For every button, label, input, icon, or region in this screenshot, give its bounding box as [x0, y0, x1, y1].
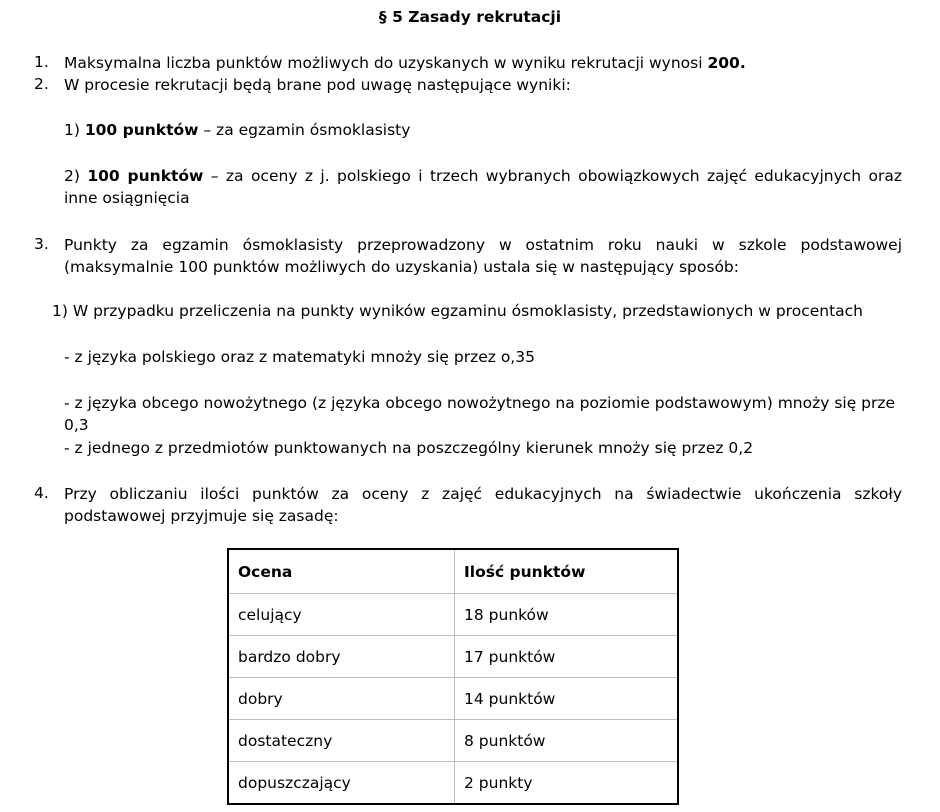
- grade-cell: dobry: [228, 678, 455, 720]
- item-1-number: 1.: [34, 53, 49, 71]
- section-title: § 5 Zasady rekrutacji: [378, 8, 562, 26]
- header-grade: Ocena: [228, 549, 455, 594]
- header-points: Ilość punktów: [455, 549, 679, 594]
- item-2-sub-1-text: – za egzamin ósmoklasisty: [198, 121, 411, 139]
- table-row: [228, 720, 678, 762]
- item-2-sub-2-text: – za oceny z j. polskiego i trzech wybranych obowiązkowych zajęć edukacyjnych oraz inne osiągnięcia: [64, 167, 903, 207]
- grade-cell: dostateczny: [228, 720, 455, 762]
- item-4-text: Przy obliczaniu ilości punktów za oceny z zajęć edukacyjnych na świadectwie ukończenia szkoły podstawowej przyjmuje się zasadę:: [64, 485, 902, 525]
- item-2-sub-1: [64, 119, 904, 141]
- points-cell: 2 punkty: [455, 762, 679, 805]
- item-2-number: 2.: [34, 75, 49, 93]
- grade-cell: celujący: [228, 594, 455, 636]
- item-3-sub-1: 1) W przypadku przeliczenia na punkty wyników egzaminu ósmoklasisty, przedstawionych w procentach: [52, 302, 864, 320]
- table-row: [228, 762, 678, 805]
- table-header-row: [228, 549, 678, 594]
- item-3-line-c: - z jednego z przedmiotów punktowanych na poszczególny kierunek mnoży się przez 0,2: [64, 439, 754, 457]
- table-row: [228, 636, 678, 678]
- item-2-sub-1-prefix: 1): [64, 121, 85, 139]
- item-3-text: Punkty za egzamin ósmoklasisty przeprowadzony w ostatnim roku nauki w szkole podstawowej (maksymalnie 100 punktów możliwych do uzyskania) ustala się w następujący sposób:: [64, 236, 902, 276]
- item-2-sub-1-points: 100 punktów: [84, 121, 199, 139]
- table-row: [228, 678, 678, 720]
- item-1-text: [64, 52, 904, 74]
- item-2-text: W procesie rekrutacji będą brane pod uwagę następujące wyniki:: [64, 76, 571, 94]
- item-3-number: 3.: [34, 235, 49, 253]
- grade-cell: dopuszczający: [228, 762, 455, 805]
- item-2-sub-2-points: 100 punktów: [87, 167, 204, 185]
- item-2-sub-2: [64, 165, 902, 209]
- item-3-line-b: - z języka obcego nowożytnego (z języka obcego nowożytnego na poziomie podstawowym) mnoży się prze 0,3: [64, 394, 896, 434]
- item-1-body: Maksymalna liczba punktów możliwych do uzyskanych w wyniku rekrutacji wynosi: [64, 54, 708, 72]
- grade-points-table: [227, 548, 679, 805]
- item-4-number: 4.: [34, 484, 49, 502]
- points-cell: 8 punktów: [455, 720, 679, 762]
- table-row: [228, 594, 678, 636]
- item-3-line-a: - z języka polskiego oraz z matematyki mnoży się przez o,35: [64, 348, 535, 366]
- grade-cell: bardzo dobry: [228, 636, 455, 678]
- item-2-sub-2-prefix: 2): [64, 167, 88, 185]
- points-cell: 17 punktów: [455, 636, 679, 678]
- points-cell: 14 punktów: [455, 678, 679, 720]
- points-cell: 18 punków: [455, 594, 679, 636]
- item-1-max-points: 200.: [707, 54, 746, 72]
